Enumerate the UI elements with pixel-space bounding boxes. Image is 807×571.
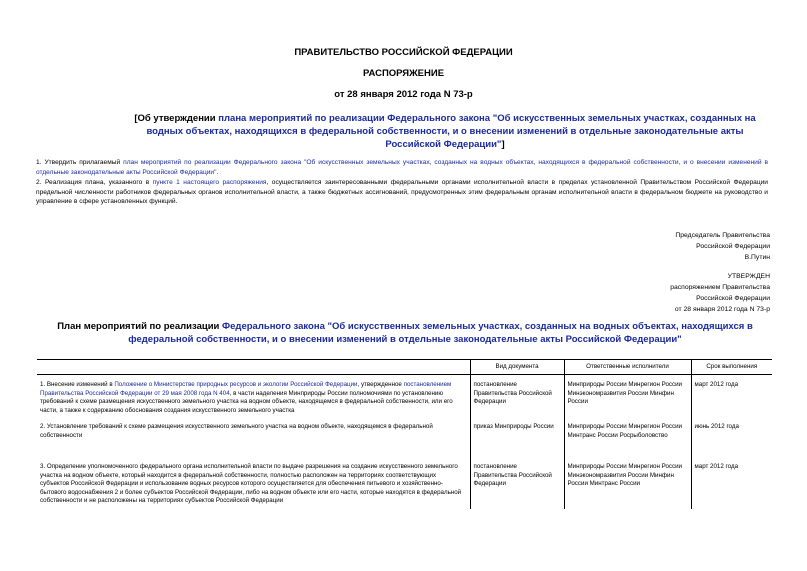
table-cell-executors: Минприроды России Минрегион России Минэкономразвития России Минфин России Минтранс России (564, 457, 691, 509)
plan-title-prefix: План мероприятий по реализации (57, 321, 223, 332)
title-suffix: ] (501, 139, 505, 150)
paragraph-2-text-b: , осуществляется заинтересованными федеральными органами исполнительной власти в пределах установленной Правительством Российской Федерации предельной численности работников федеральных органов исполнительной власти, а также бюджетных ассигнований, предусмотренных этим федеральным органам исполнительной власти в федеральном бюджете на руководство и управление в сфере установленных функций. (36, 179, 768, 205)
paragraph-1-link[interactable]: план мероприятий по реализации Федерального закона "Об искусственных земельных участках, созданных на водных объектах, находящихся в федеральной собственности, и о внесении изменений в отдельные законодательные акты Российской Федерации" (36, 159, 768, 176)
document-date: от 28 января 2012 года N 73-р (334, 89, 473, 100)
approval-by: распоряжением Правительства (670, 284, 770, 291)
table-cell-deadline: март 2012 года (694, 381, 739, 388)
row1-text-c: , в части наделения Минприроды России полномочиями по установлению требований к схеме размещения искусственного земельного участка на водном объекте, находящемся в федеральной собственности, или его части, а также к содержанию обоснования создания искусственного земельного участка (40, 389, 453, 414)
row1-link-2[interactable]: постановлением Правительства Российской Федерации от 29 мая 2008 года N 404 (40, 381, 452, 397)
table-cell-deadline: март 2012 года (694, 463, 739, 470)
document-org: ПРАВИТЕЛЬСТВО РОССИЙСКОЙ ФЕДЕРАЦИИ (294, 47, 513, 58)
plan-title (40, 320, 770, 346)
document-title (120, 112, 770, 151)
table-header-doc-type: Вид документа (470, 360, 564, 375)
table-header-deadline: Срок выполнения (691, 360, 772, 375)
approval-country: Российской Федерации (696, 295, 770, 302)
signature-position: Председатель Правительства (675, 232, 770, 239)
row1-link-1[interactable]: Положение о Министерстве природных ресурсов и экологии Российской Федерации (114, 381, 358, 388)
paragraph-1-text-a: 1. Утвердить прилагаемый (36, 159, 124, 166)
row1-text-b: , утвержденное (357, 381, 404, 388)
table-cell-activity: 3. Определение уполномоченного федерального органа исполнительной власти по выдаче разрешения на создание искусственного земельного участка на водном объекте, который находится в федеральной собственности, полностью расположен на территориях соответствующих субъектов Российской Федерации и использование водных ресурсов которого осуществляется для обеспечения питьевого и хозяйственно-бытового водоснабжения 2 и более субъектов Российской Федерации, либо на водном объекте или его части, которые находятся в федеральной собственности и не расположены на территориях субъектов Российской Федерации (37, 457, 470, 509)
table-header-executors: Ответственные исполнители (564, 360, 691, 375)
document-type: РАСПОРЯЖЕНИЕ (362, 68, 445, 79)
table-cell-doc-type: приказ Минприроды России (470, 417, 564, 457)
approval-block (570, 271, 770, 315)
signature-country: Российской Федерации (696, 243, 770, 250)
table-cell-activity (37, 375, 470, 418)
table-row (37, 417, 772, 457)
signature-name: В.Путин (744, 254, 770, 261)
table-cell-activity: 2. Установление требований к схеме размещения искусственного земельного участка на водном объекте, находящемся в федеральной собственности (37, 417, 470, 457)
paragraph-2-link[interactable]: пункте 1 настоящего распоряжения (152, 179, 267, 186)
approval-status: УТВЕРЖДЕН (727, 273, 770, 280)
plan-title-link[interactable]: Федерального закона "Об искусственных земельных участках, созданных на водных объектах, находящихся в федеральной собственности, и о внесении изменений в отдельные законодательные акты Российской Федерации" (128, 321, 753, 345)
table-cell-executors: Минприроды России Минрегион России Минтранс России Росрыболовство (564, 417, 691, 457)
paragraph-2-text-a: 2. Реализация плана, указанного в (36, 179, 153, 186)
table-cell-doc-type: постановление Правительства Российской Федерации (470, 375, 564, 418)
approval-date: от 28 января 2012 года N 73-р (674, 306, 770, 313)
title-prefix: [Об утверждении (134, 113, 219, 124)
plan-table (37, 359, 772, 509)
table-cell-deadline: июнь 2012 года (694, 423, 739, 430)
paragraph-1 (36, 158, 768, 177)
table-row (37, 457, 772, 509)
paragraph-1-text-b: . (216, 168, 219, 176)
table-row (37, 375, 772, 418)
row1-text-a: 1. Внесение изменений в (40, 381, 115, 388)
paragraph-2 (36, 178, 768, 207)
title-link[interactable]: плана мероприятий по реализации Федерального закона "Об искусственных земельных участках, созданных на водных объектах, находящихся в федеральной собственности, и о внесении изменений в отдельные законодательные акты Российской Федерации" (146, 113, 756, 150)
table-header-activity (37, 360, 470, 375)
table-cell-executors: Минприроды России Минрегион России Минэкономразвития России Минфин России (564, 375, 691, 418)
signature-block (570, 230, 770, 263)
table-header-row (37, 360, 772, 375)
table-cell-doc-type: постановление Правительства Российской Федерации (470, 457, 564, 509)
